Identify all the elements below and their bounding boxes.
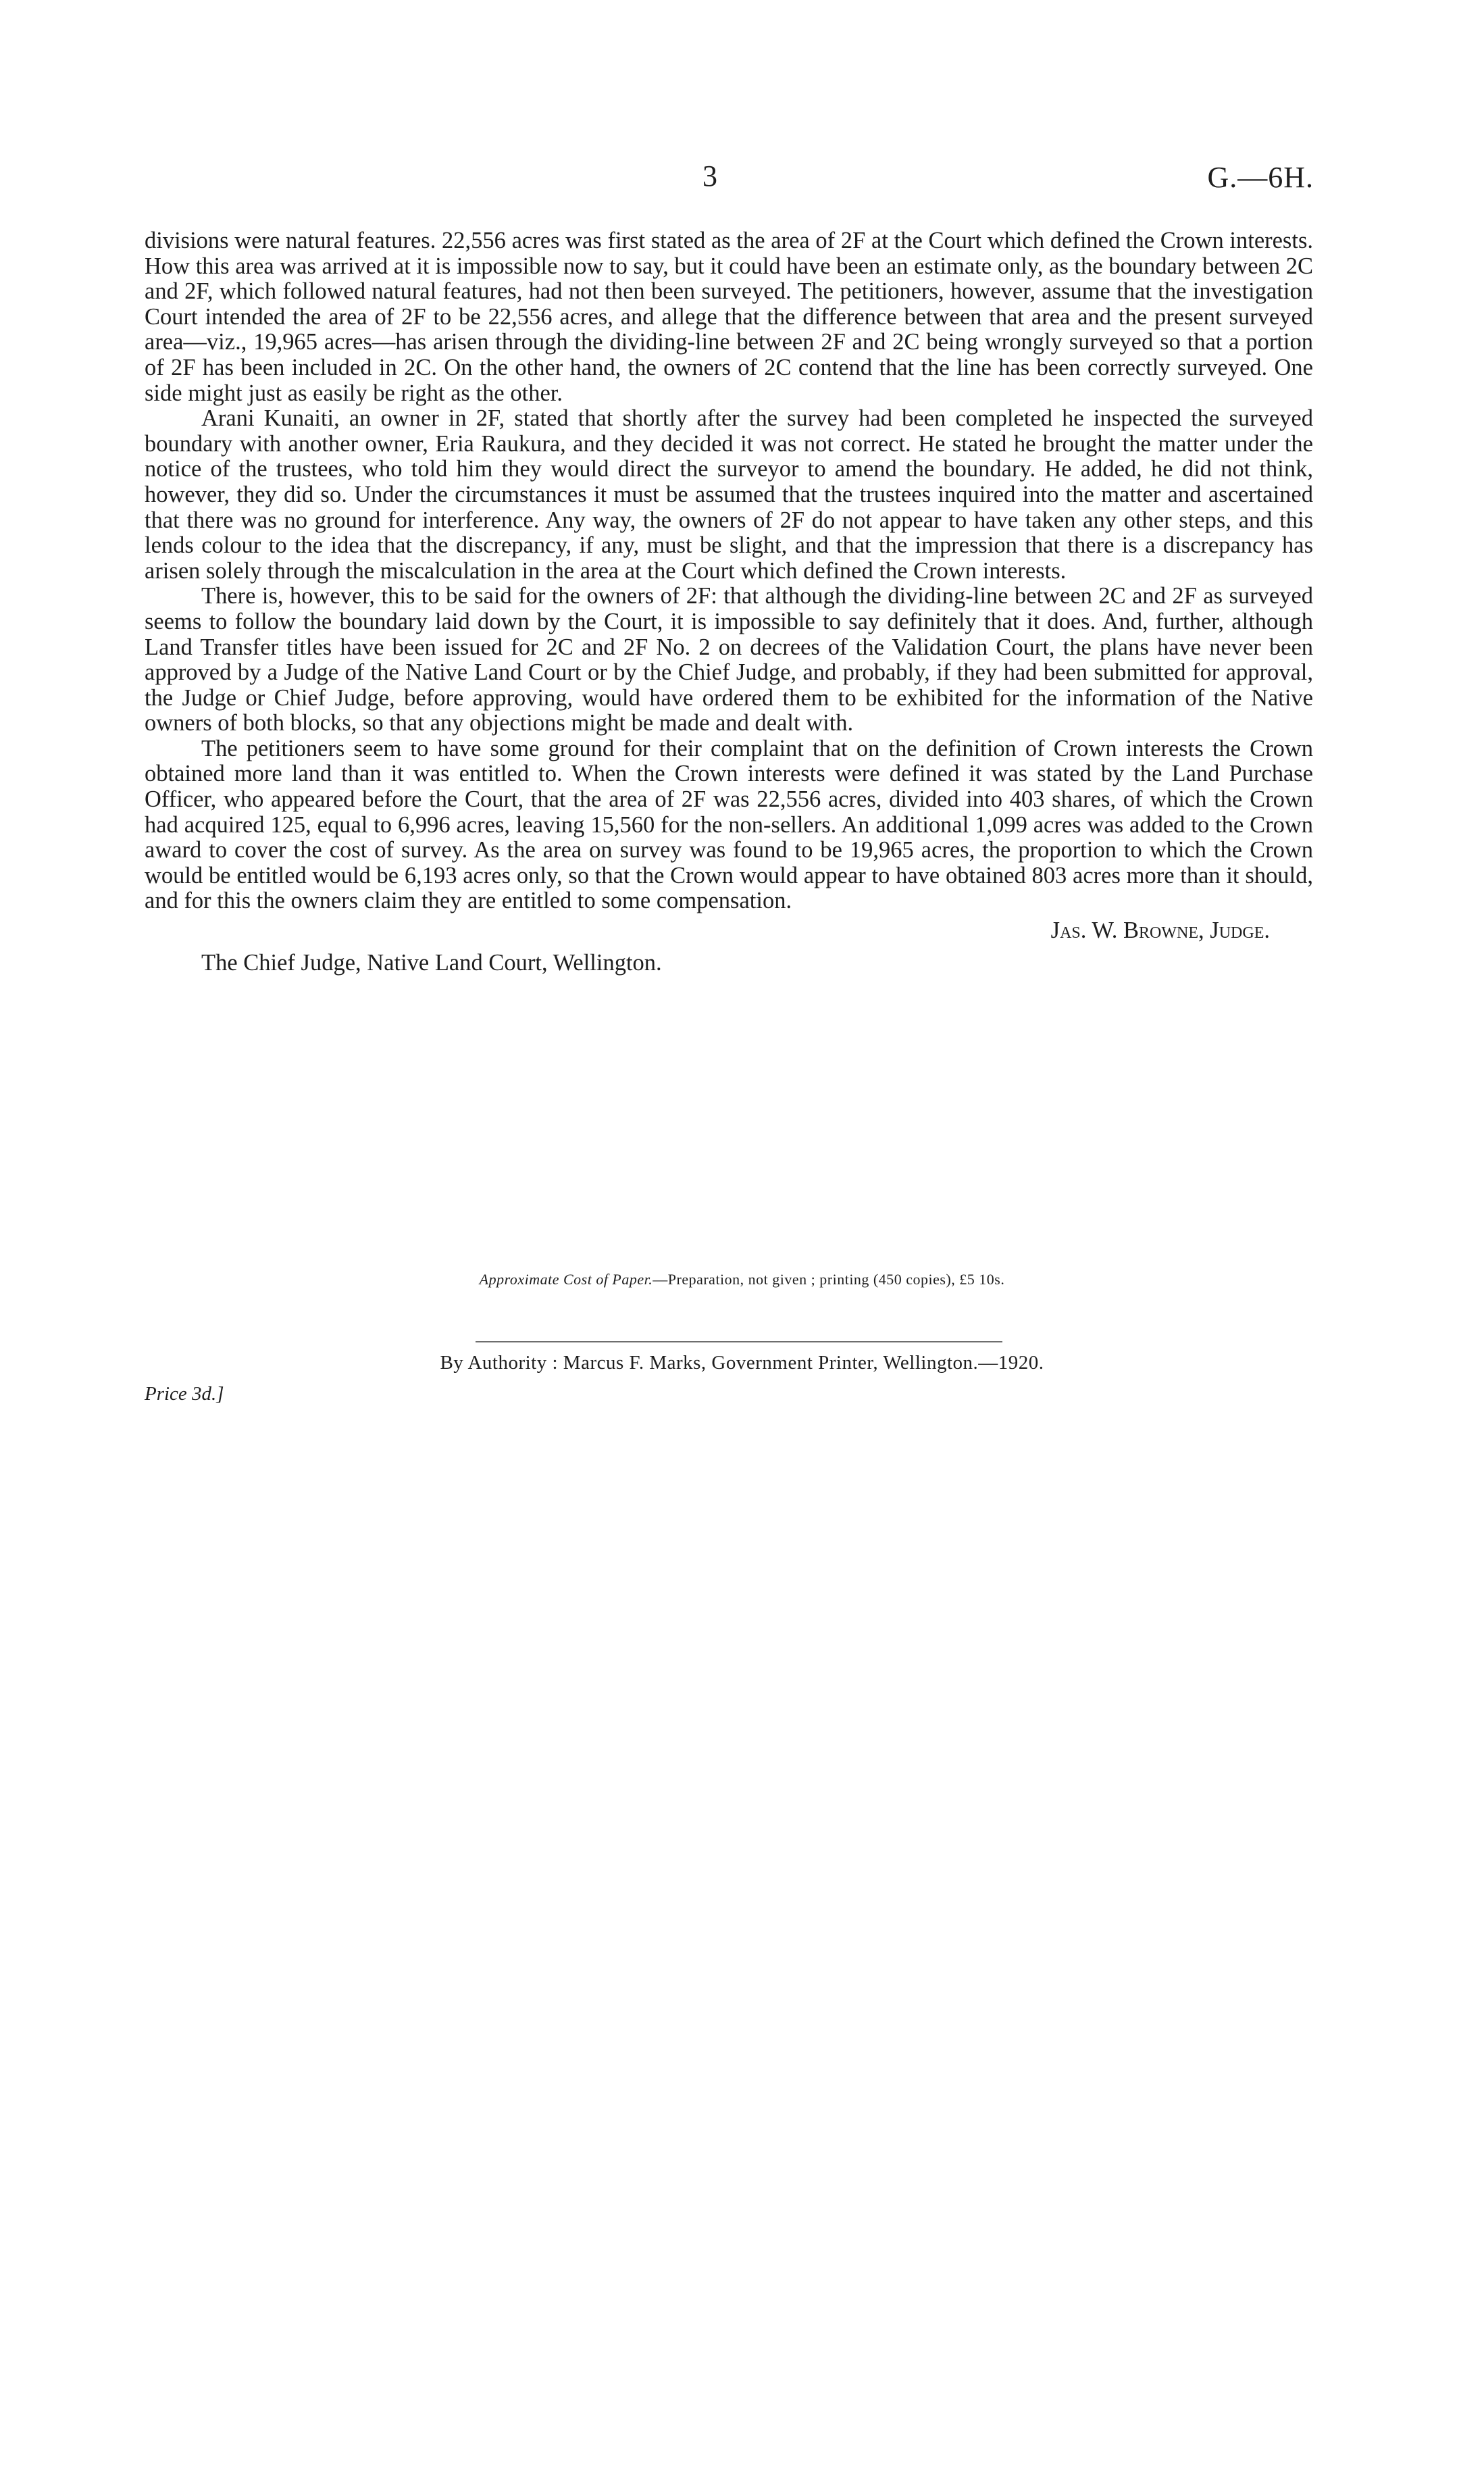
footer-rule [476,1341,1002,1342]
page-number: 3 [702,159,717,193]
paragraph-1: divisions were natural features. 22,556 acres was first stated as the area of 2F at the Court which defined the Crown interests. How this area was arrived at it is impossible now to say, but it could have been an estimate only, as the boundary between 2C and 2F, which followed natural features, had not then been surveyed. The petitioners, however, assume that the investigation Court intended the area of 2F to be 22,556 acres, and allege that the difference between that area and the present surveyed area—viz., 19,965 acres—has arisen through the dividing-line between 2F and 2C being wrongly surveyed so that a portion of 2F has been included in 2C. On the other hand, the owners of 2C contend that the line has been correctly surveyed. One side might just as easily be right as the other. [145,228,1313,406]
report-body [145,228,1313,976]
paragraph-3: There is, however, this to be said for the owners of 2F: that although the dividing-line between 2C and 2F as surveyed seems to follow the boundary laid down by the Court, it is impossible to say definitely that it does. And, further, although Land Transfer titles have been issued for 2C and 2F No. 2 on decrees of the Validation Court, the plans have never been approved by a Judge of the Native Land Court or by the Chief Judge, and probably, if they had been submitted for approval, the Judge or Chief Judge, before approving, would have ordered them to be exhibited for the information of the Native owners of both blocks, so that any objections might be made and dealt with. [145,583,1313,736]
document-reference: G.—6H. [1207,161,1314,194]
judge-signature: Jas. W. Browne, Judge. [1050,917,1270,944]
cost-note-detail: —Preparation, not given ; printing (450 copies), £5 10s. [653,1271,1005,1288]
paragraph-2: Arani Kunaiti, an owner in 2F, stated that shortly after the survey had been completed he inspected the surveyed boundary with another owner, Eria Raukura, and they decided it was not correct. He stated he brought the matter under the notice of the trustees, who told him they would direct the surveyor to amend the boundary. He added, he did not think, however, they did so. Under the circumstances it must be assumed that the trustees inquired into the matter and ascertained that there was no ground for interference. Any way, the owners of 2F do not appear to have taken any other steps, and this lends colour to the idea that the discrepancy, if any, must be slight, and that the impression that there is a discrepancy has arisen solely through the miscalculation in the area at the Court which defined the Crown interests. [145,405,1313,584]
printer-authority: By Authority : Marcus F. Marks, Government Printer, Wellington.—1920. [440,1352,1044,1374]
paragraph-4: The petitioners seem to have some ground for their complaint that on the definition of Crown interests the Crown obtained more land than it was entitled to. When the Crown interests were defined it was stated by the Land Purchase Officer, who appeared before the Court, that the area of 2F was 22,556 acres, divided into 403 shares, of which the Crown had acquired 125, equal to 6,996 acres, leaving 15,560 for the non-sellers. An additional 1,099 acres was added to the Crown award to cover the cost of survey. As the area on survey was found to be 19,965 acres, the proportion to which the Crown would be entitled would be 6,193 acres only, so that the Crown would appear to have obtained 803 acres more than it should, and for this the owners claim they are entitled to some compensation. [145,735,1313,914]
cost-note-lead: Approximate Cost of Paper. [479,1271,653,1288]
cost-note [0,1270,1484,1289]
addressee: The Chief Judge, Native Land Court, Wellington. [201,950,662,976]
price-note: Price 3d.] [145,1383,224,1405]
